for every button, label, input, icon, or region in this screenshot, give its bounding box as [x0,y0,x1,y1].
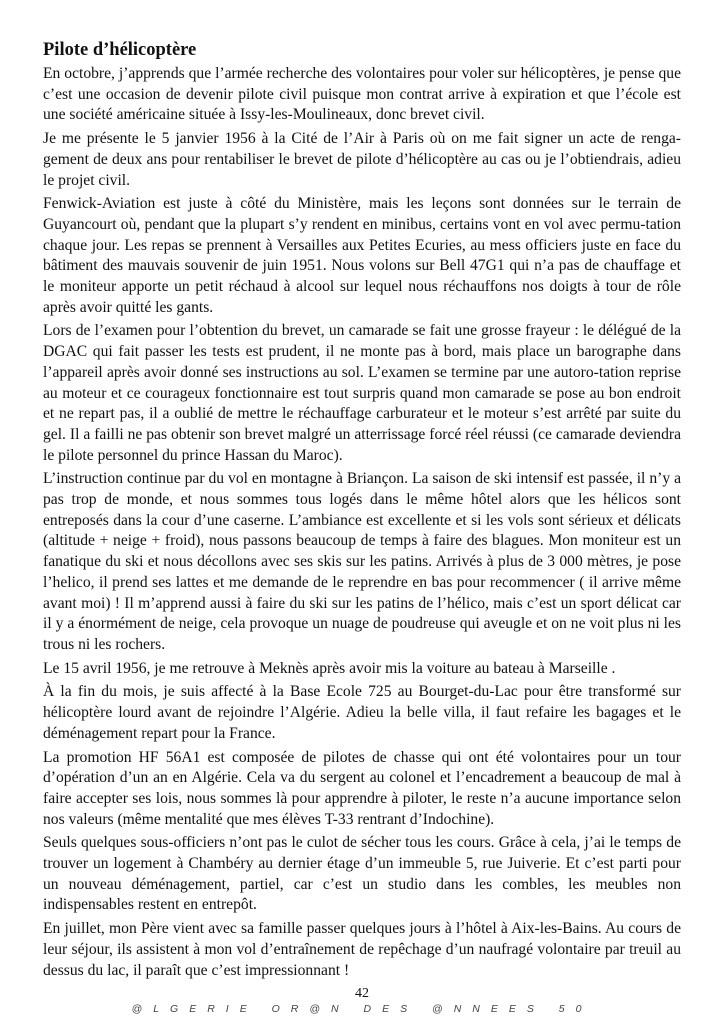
paragraph-8: La promotion HF 56A1 est composée de pilotes de chasse qui ont été volontaires pour un tour d’opération d’un an en Algérie. Cela va du sergent au colonel et l’encadrement a beaucoup de mal à faire accepter ses lois, nous sommes là pour apprendre à piloter, le reste n’a aucune importance selon nos valeurs (même mentalité que mes élèves T-33 rentrant d’Indochine). [43,748,681,828]
page-content [43,38,681,984]
paragraph-4: Lors de l’examen pour l’obtention du brevet, un camarade se fait une grosse frayeur : le délégué de la DGAC qui fait passer les tests est prudent, il ne monte pas à bord, mais place un barographe dans l’appareil après avoir donné ses instructions au sol. L’examen se termine par une autoro-tation reprise au moteur et ce courageux fonctionnaire est tout surpris quand mon camarade se pose au bon endroit et ne repart pas, il a oublié de mettre le réchauffage carburateur et le moteur s’est arrêté par suite du gel. Il a failli ne pas obtenir son brevet malgré un atterrissage forcé réel réussi (ce camarade deviendra le pilote personnel du prince Hassan du Maroc). [43,322,681,464]
paragraph-5: L’instruction continue par du vol en montagne à Briançon. La saison de ski intensif est passée, il n’y a pas trop de monde, et nous sommes tous logés dans le même hôtel alors que les hélicos sont entreposés dans la cour d’une caserne. L’ambiance est excellente et si les vols sont sérieux et délicats (altitude + neige + froid), nous passons beaucoup de temps à faire des blagues. Mon moniteur est un fanatique du ski et nous décollons avec ses skis sur les patins. Arrivés à plus de 3 000 mètres, je pose l’helico, il prend ses lattes et me demande de le reprendre en bas pour recommencer ( il arrive même avant moi) ! Il m’apprend aussi à faire du ski sur les patins de l’hélico, mais c’est un sport délicat car il y a énormément de neige, cela provoque un nuage de poudreuse qui aveugle et on ne voit plus ni les trous ni les rochers. [43,470,681,653]
paragraph-10: En juillet, mon Père vient avec sa famille passer quelques jours à l’hôtel à Aix-les-Bains. Au cours de leur séjour, ils assistent à mon vol d’entraînement de repêchage d’un naufragé volontaire par treuil au dessus du lac, il paraît que c’est impressionnant ! [43,920,681,979]
page-number: 42 [355,986,369,1001]
paragraph-7: À la fin du mois, je suis affecté à la Base Ecole 725 au Bourget-du-Lac pour être transformé sur hélicoptère lourd avant de rejoindre l’Algérie. Adieu la belle villa, il faut refaire les bagages et le déménagement repart pour la France. [43,683,681,742]
paragraph-6: Le 15 avril 1956, je me retrouve à Meknès après avoir mis la voiture au bateau à Marseille . [43,659,616,677]
paragraph-3: Fenwick-Aviation est juste à côté du Ministère, mais les leçons sont données sur le terrain de Guyancourt où, pendant que la plupart s’y rendent en minibus, certains vont en vol avec permu-tation chaque jour. Les repas se prennent à Versailles aux Petites Ecuries, au mess officiers juste en face du bâtiment des mauvais souvenir de juin 1951. Nous volons sur Bell 47G1 qui n’a pas de chauffage et le moniteur apporte un petit réchaud à alcool sur lequel nous réchauffons nos doigts à tour de rôle après avoir quitté les gants. [43,195,681,316]
chapter-title: Pilote d’hélicoptère [43,40,197,60]
paragraph-2: Je me présente le 5 janvier 1956 à la Cité de l’Air à Paris où on me fait signer un acte de renga-gement de deux ans pour rentabiliser le brevet de pilote d’hélicoptère au cas ou je l’obtiendrais, adieu le projet civil. [43,130,681,189]
running-footer: @LGERIE OR@N DES @NNEES 50 [131,1003,593,1015]
paragraph-1: En octobre, j’apprends que l’armée recherche des volontaires pour voler sur hélicoptères, je pense que c’est une occasion de devenir pilote civil puisque mon contrat arrive à expiration et que l’école est une société américaine située à Issy-les-Moulineaux, donc brevet civil. [43,65,681,124]
paragraph-9: Seuls quelques sous-officiers n’ont pas le culot de sécher tous les cours. Grâce à cela, j’ai le temps de trouver un logement à Chambéry au dernier étage d’un immeuble 5, rue Juiverie. Et c’est parti pour un nouveau déménagement, partiel, car c’est un studio dans les combles, les meubles non indispensables restent en entrepôt. [43,834,681,914]
